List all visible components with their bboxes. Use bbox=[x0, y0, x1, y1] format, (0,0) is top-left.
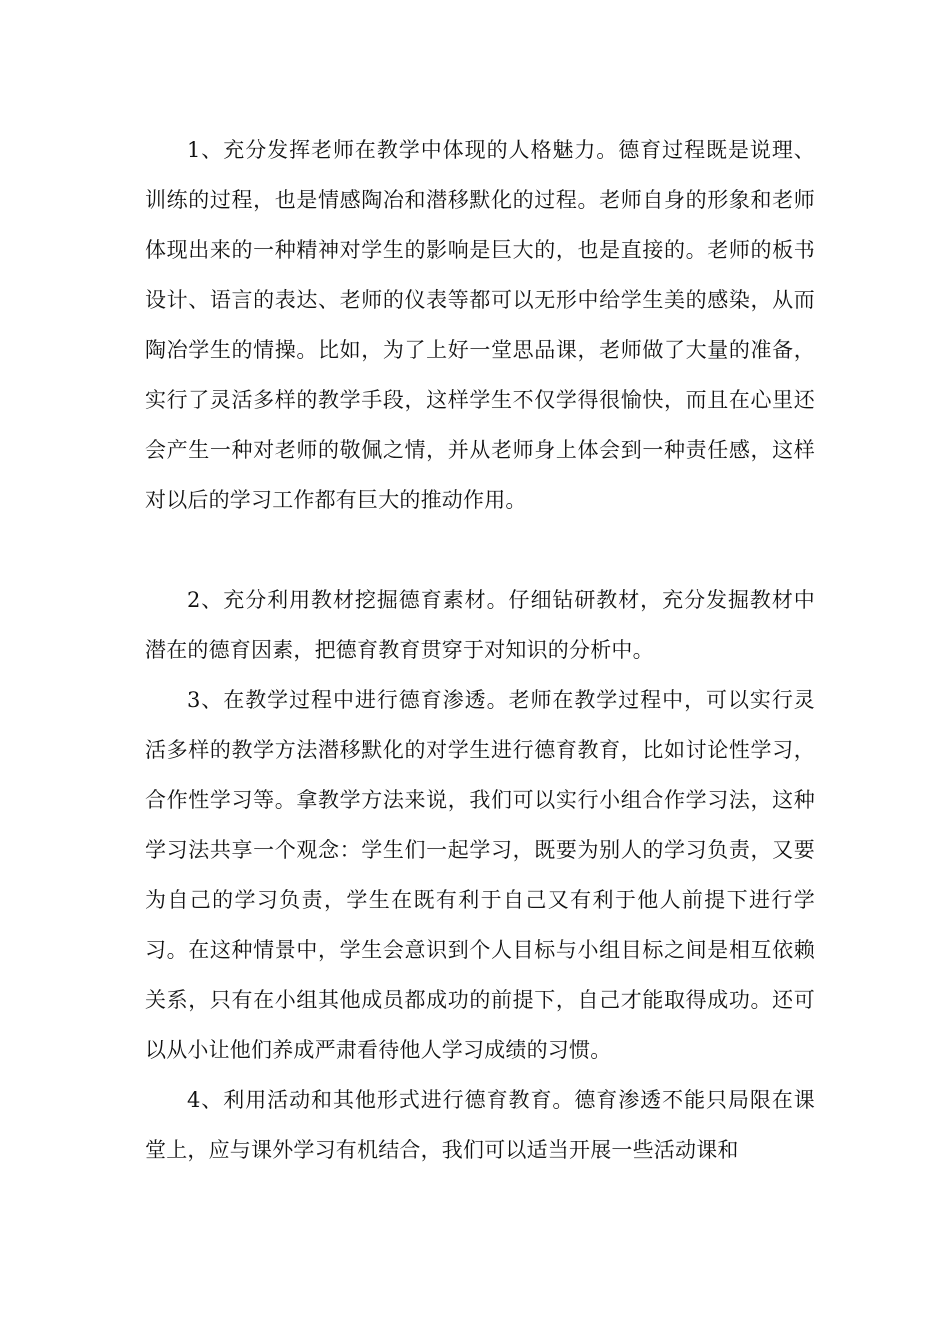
paragraph-1: 1、充分发挥老师在教学中体现的人格魅力。德育过程既是说理、训练的过程，也是情感陶冶和潜移默化的过程。老师自身的形象和老师体现出来的一种精神对学生的影响是巨大的，也是直接的。老师的板书设计、语言的表达、老师的仪表等都可以无形中给学生美的感染，从而陶冶学生的情操。比如，为了上好一堂思品课，老师做了大量的准备，实行了灵活多样的教学手段，这样学生不仅学得很愉快，而且在心里还会产生一种对老师的敬佩之情，并从老师身上体会到一种责任感，这样对以后的学习工作都有巨大的推动作用。 bbox=[145, 138, 815, 512]
paragraph-3: 3、在教学过程中进行德育渗透。老师在教学过程中，可以实行灵活多样的教学方法潜移默化的对学生进行德育教育，比如讨论性学习，合作性学习等。拿教学方法来说，我们可以实行小组合作学习法，这种学习法共享一个观念：学生们一起学习，既要为别人的学习负责，又要为自己的学习负责，学生在既有利于自己又有利于他人前提下进行学习。在这种情景中，学生会意识到个人目标与小组目标之间是相互依赖关系，只有在小组其他成员都成功的前提下，自己才能取得成功。还可以从小让他们养成严肃看待他人学习成绩的习惯。 bbox=[145, 688, 815, 1062]
document-body bbox=[145, 125, 815, 1175]
paragraph-2: 2、充分利用教材挖掘德育素材。仔细钻研教材，充分发掘教材中潜在的德育因素，把德育教育贯穿于对知识的分析中。 bbox=[145, 588, 815, 662]
paragraph-spacer bbox=[145, 525, 815, 575]
paragraph-4: 4、利用活动和其他形式进行德育教育。德育渗透不能只局限在课堂上，应与课外学习有机结合，我们可以适当开展一些活动课和 bbox=[145, 1088, 815, 1162]
